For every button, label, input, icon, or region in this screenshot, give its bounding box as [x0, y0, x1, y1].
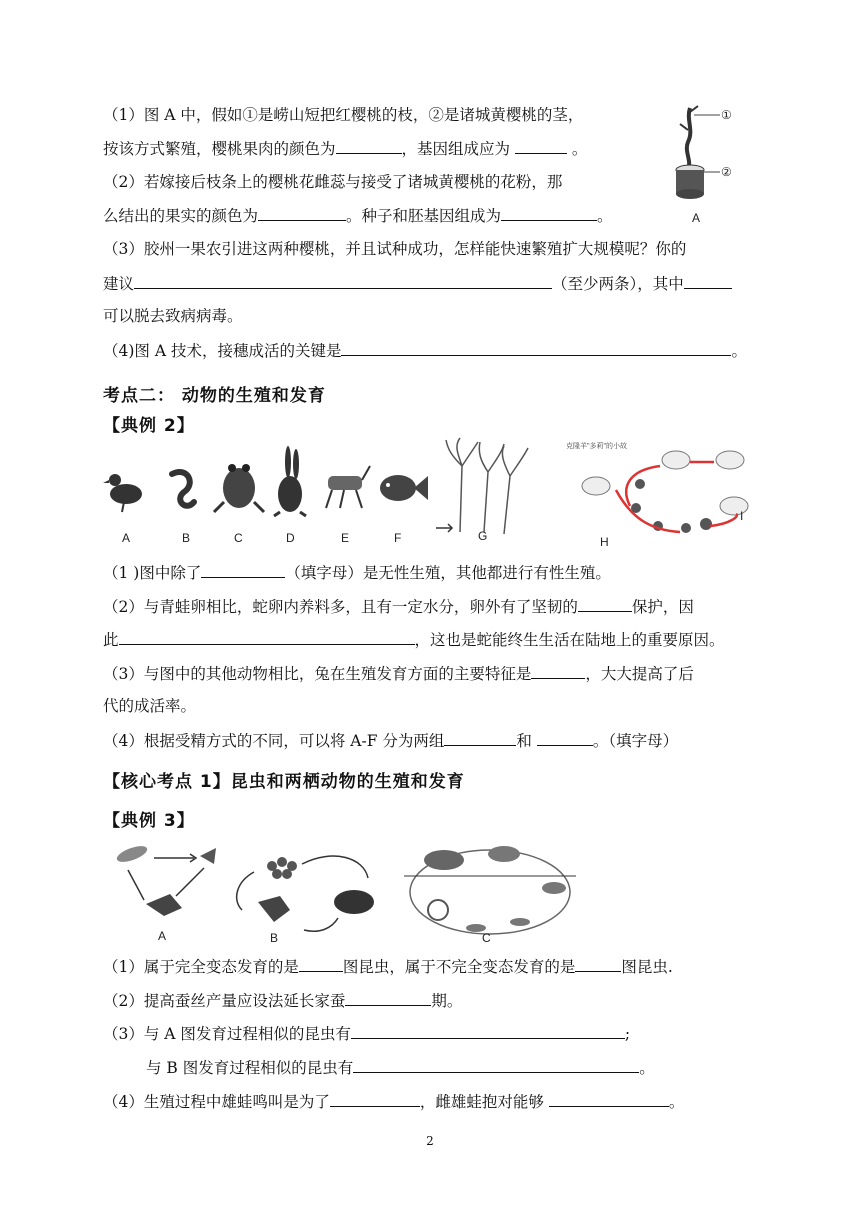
metamorphosis-figure [104, 838, 584, 948]
core-point-title: 【核心考点 1】昆虫和两栖动物的生殖和发育 [103, 772, 465, 792]
page-number: 2 [426, 1134, 434, 1148]
worm-icon [172, 472, 194, 506]
q1-line2: 按该方式繁殖，樱桃果肉的颜色为 ，基因组成应为 。 [103, 137, 587, 160]
q1-line8: （4)图 A 技术，接穗成活的关键是 。 [103, 339, 747, 362]
cloning-diagram [566, 441, 748, 533]
answer-blank[interactable] [341, 339, 731, 356]
answer-blank[interactable] [501, 204, 597, 221]
answer-blank[interactable] [515, 137, 567, 154]
section-2-title: 考点二： 动物的生殖和发育 [103, 386, 326, 406]
fig2-label-i: I [740, 509, 744, 523]
q2-line4: （3）与图中的其他动物相比，兔在生殖发育方面的主要特征是 ，大大提高了后 [103, 662, 694, 685]
answer-blank[interactable] [336, 137, 402, 154]
fig3-label-c: C [482, 931, 491, 945]
figure-a-label: A [692, 211, 701, 225]
q2-line5: 代的成活率。 [103, 697, 197, 715]
q1-line7: 可以脱去致病病毒。 [103, 307, 243, 325]
q1-line1: （1）图 A 中，假如①是崂山短把红樱桃的枝，②是诸城黄樱桃的茎， [103, 106, 584, 124]
answer-blank[interactable] [549, 1090, 669, 1107]
example-3-label: 【典例 3】 [103, 811, 195, 831]
answer-blank[interactable] [578, 595, 632, 612]
fig3-label-b: B [270, 931, 279, 945]
fig2-label-c: C [234, 531, 243, 545]
q2-line3: 此 ，这也是蛇能终生生活在陆地上的重要原因。 [103, 628, 725, 651]
answer-blank[interactable] [444, 729, 516, 746]
answer-blank[interactable] [134, 272, 552, 289]
q2-line2: （2）与青蛙卵相比，蛇卵内养料多，且有一定水分，卵外有了坚韧的 保护，因 [103, 595, 694, 618]
example-2-label: 【典例 2】 [103, 416, 195, 436]
answer-blank[interactable] [531, 662, 585, 679]
grafting-figure [668, 100, 748, 230]
fish-icon [380, 475, 428, 501]
q1-line5: （3）胶州一果农引进这两种樱桃，并且试种成功，怎样能快速繁殖扩大规模呢？你的 [103, 240, 687, 258]
answer-blank[interactable] [345, 989, 431, 1006]
answer-blank[interactable] [299, 955, 343, 972]
mark-2: ② [721, 165, 732, 179]
incomplete-metamorphosis-diagram [115, 843, 216, 943]
answer-blank[interactable] [351, 1022, 625, 1039]
q3-line4: 与 B 图发育过程相似的昆虫有 。 [146, 1056, 655, 1079]
frog-icon [214, 464, 264, 512]
q1-line6: 建议 （至少两条），其中 [103, 272, 732, 295]
answer-blank[interactable] [575, 955, 621, 972]
q3-line5: （4）生殖过程中雄蛙鸣叫是为了 ，雌雄蛙抱对能够 。 [103, 1090, 684, 1113]
fig2-label-b: B [182, 531, 191, 545]
cloning-caption: 克隆羊"多莉"的小故 [566, 443, 627, 450]
insect-icon [326, 466, 370, 508]
fig2-label-a: A [122, 531, 131, 545]
q3-line1: （1）属于完全变态发育的是 图昆虫，属于不完全变态发育的是 图昆虫. [103, 955, 673, 978]
fig2-label-f: F [394, 531, 402, 545]
q3-line3: （3）与 A 图发育过程相似的昆虫有 ; [103, 1022, 630, 1045]
hydra-icon [436, 438, 528, 534]
q2-line6: （4）根据受精方式的不同，可以将 A-F 分为两组 和 。（填字母） [103, 729, 678, 752]
answer-blank[interactable] [353, 1056, 639, 1073]
answer-blank[interactable] [684, 272, 732, 289]
fig2-label-e: E [341, 531, 350, 545]
animals-figure [100, 436, 770, 554]
frog-development-diagram [404, 846, 576, 945]
answer-blank[interactable] [119, 628, 415, 645]
scion-branch [687, 108, 690, 170]
rabbit-icon [274, 446, 306, 516]
stock-base [676, 189, 704, 199]
fig3-label-a: A [158, 929, 167, 943]
complete-metamorphosis-diagram [237, 856, 374, 945]
q2-line1: （1 )图中除了 （填字母）是无性生殖，其他都进行有性生殖。 [103, 561, 611, 584]
q3-line2: （2）提高蚕丝产量应设法延长家蚕 期。 [103, 989, 462, 1012]
answer-blank[interactable] [537, 729, 593, 746]
answer-blank[interactable] [258, 204, 346, 221]
fig2-label-h: H [600, 535, 609, 549]
fig2-label-d: D [286, 531, 295, 545]
q1-line4: 么结出的果实的颜色为 。种子和胚基因组成为 。 [103, 204, 613, 227]
answer-blank[interactable] [330, 1090, 420, 1107]
pigeon-icon [103, 474, 142, 512]
answer-blank[interactable] [201, 561, 285, 578]
fig2-label-g: G [478, 529, 488, 543]
q1-line3: （2）若嫁接后枝条上的樱桃花雌蕊与接受了诸城黄樱桃的花粉，那 [103, 173, 563, 191]
mark-1: ① [721, 108, 732, 122]
